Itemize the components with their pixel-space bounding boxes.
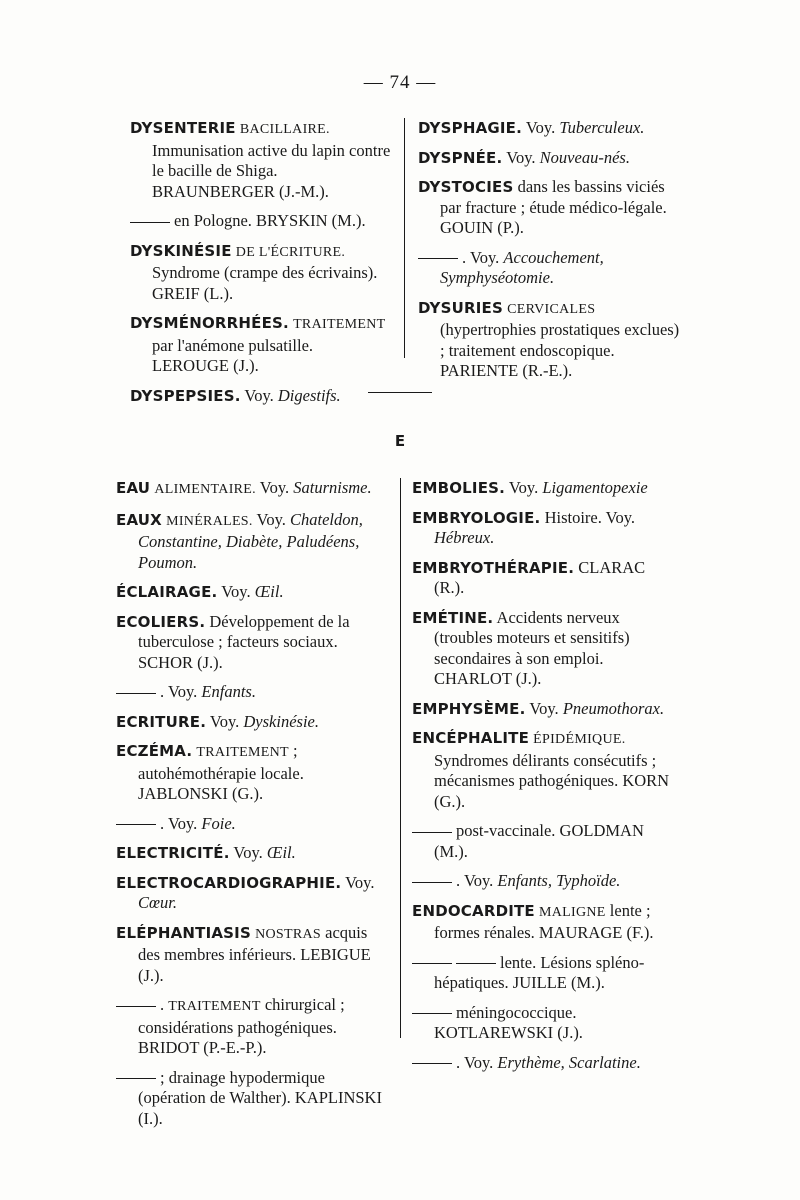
entry-text: lente ; formes rénales. MAURAGE (F.). <box>434 900 654 942</box>
entry-reference: Saturnisme. <box>293 478 372 497</box>
index-entry <box>130 313 392 377</box>
entry-reference: Enfants, Typhoïde. <box>497 871 621 890</box>
entry-headword: DYSPHAGIE. <box>418 119 523 137</box>
column-divider-bottom <box>400 478 401 1038</box>
entry-text: . Voy. <box>456 871 498 890</box>
entry-headword: ECZÉMA. <box>116 742 193 760</box>
entry-text: Voy. <box>206 711 244 731</box>
index-entry <box>412 608 678 690</box>
entry-text: acquis des membres inférieurs. LEBIGUE (J.). <box>138 922 371 985</box>
entry-text: Voy. <box>240 385 278 405</box>
index-entry <box>418 298 680 382</box>
entry-text: lente. Lésions spléno-hépatiques. JUILLE (M.). <box>434 952 645 992</box>
entry-headword: EMBOLIES. <box>412 479 506 497</box>
entry-headword: ENDOCARDITE <box>412 901 535 920</box>
column-top-left <box>130 118 392 415</box>
entry-text: Voy. <box>502 147 540 167</box>
section-divider <box>368 392 432 393</box>
index-subentry <box>412 871 678 892</box>
entry-reference: Digestifs. <box>277 385 341 405</box>
entry-qualifier: MALIGNE <box>539 904 606 920</box>
entry-text: chirurgical ; considérations pathogéniques. BRIDOT (P.-E.-P.). <box>138 995 345 1057</box>
entry-reference: Œil. <box>254 582 284 601</box>
entry-reference: Ligamentopexie <box>542 478 648 497</box>
index-subentry <box>418 248 680 289</box>
index-entry <box>130 386 392 407</box>
index-subentry <box>412 1003 678 1044</box>
column-bottom-left <box>116 478 388 1138</box>
index-entry <box>130 118 392 202</box>
entry-qualifier: TRAITEMENT <box>196 745 289 760</box>
ditto-dash <box>116 1078 156 1079</box>
index-entry <box>412 508 678 549</box>
index-entry <box>116 741 388 805</box>
entry-headword: DYSENTERIE <box>130 119 236 137</box>
entry-reference: Foie. <box>201 813 236 833</box>
entry-headword: EMBRYOLOGIE. <box>412 508 541 527</box>
entry-qualifier: TRAITEMENT <box>168 999 261 1014</box>
entry-qualifier: DE L'ÉCRITURE. <box>235 244 346 260</box>
entry-text: Voy. <box>341 872 375 892</box>
index-entry <box>116 510 388 574</box>
entry-headword: ECRITURE. <box>116 712 207 731</box>
entry-headword: DYSTOCIES <box>418 178 514 196</box>
entry-text: CLARAC (R.). <box>434 557 646 597</box>
index-subentry <box>412 1053 678 1074</box>
index-entry <box>116 843 388 864</box>
entry-headword: ELECTROCARDIOGRAPHIE. <box>116 873 342 892</box>
entry-text: ; autohémothérapie locale. JABLONSKI (G.). <box>138 741 304 803</box>
entry-text: Syndromes délirants consécutifs ; mécanismes pathogéniques. KORN (G.). <box>434 750 670 811</box>
index-entry <box>116 873 388 914</box>
entry-text: ; drainage hypodermique (opération de Walther). KAPLINSKI (I.). <box>138 1067 382 1128</box>
entry-text: Voy. <box>522 118 560 137</box>
entry-text: Accidents nerveux (troubles moteurs et sensitifs) secondaires à son emploi. CHARLOT (J.). <box>434 607 630 688</box>
ditto-dash <box>116 693 156 694</box>
ditto-dash <box>116 1006 156 1007</box>
entry-reference: Nouveau-nés. <box>539 147 630 167</box>
entry-headword: ÉCLAIRAGE. <box>116 583 218 601</box>
entry-headword: EMÉTINE. <box>412 608 494 627</box>
index-entry <box>412 699 678 720</box>
entry-text: Développement de la tuberculose ; facteurs sociaux. SCHOR (J.). <box>138 611 350 672</box>
index-entry <box>412 728 678 812</box>
ditto-dash <box>412 1013 452 1014</box>
entry-qualifier: ÉPIDÉMIQUE. <box>533 732 626 747</box>
entry-reference: Enfants. <box>201 682 256 701</box>
index-entry <box>412 478 678 499</box>
entry-headword: ELÉPHANTIASIS <box>116 923 251 942</box>
entry-reference: Dyskinésie. <box>243 711 319 731</box>
index-entry <box>116 712 388 733</box>
index-entry <box>412 901 678 944</box>
index-subentry <box>130 211 392 232</box>
entry-text: post-vaccinale. GOLDMAN (M.). <box>434 821 644 861</box>
entry-qualifier: CERVICALES <box>507 301 596 317</box>
entry-text: Voy. <box>525 698 563 718</box>
column-divider-top <box>404 118 405 358</box>
index-entry <box>116 612 388 674</box>
entry-headword: ELECTRICITÉ. <box>116 844 230 862</box>
entry-headword: ECOLIERS. <box>116 612 206 631</box>
entry-headword: EAU <box>116 479 151 497</box>
entry-text: Voy. <box>217 582 255 601</box>
entry-text: Voy. <box>229 843 267 862</box>
entry-qualifier: MINÉRALES. <box>166 513 253 529</box>
entry-text: par l'anémone pulsatille. LEROUGE (J.). <box>152 335 314 375</box>
entry-text: Syndrome (crampe des écrivains). GREIF (L.). <box>152 263 378 303</box>
entry-reference: Œil. <box>266 843 296 862</box>
entry-text: Immunisation active du lapin contre le bacille de Shiga. BRAUNBERGER (J.-M.). <box>152 140 391 201</box>
entry-headword: DYSURIES <box>418 298 503 317</box>
entry-text: méningococcique. KOTLAREWSKI (J.). <box>434 1002 583 1042</box>
entry-qualifier: NOSTRAS <box>255 926 322 942</box>
entry-text: Histoire. Voy. <box>540 507 636 527</box>
index-entry <box>130 241 392 305</box>
entry-headword: EMPHYSÈME. <box>412 699 526 718</box>
column-bottom-right <box>412 478 678 1082</box>
entry-headword: DYSPNÉE. <box>418 148 503 167</box>
section-letter: E <box>394 432 406 450</box>
ditto-dash <box>456 963 496 964</box>
entry-reference: Tuberculeux. <box>559 118 645 137</box>
index-subentry <box>116 682 388 703</box>
ditto-dash <box>412 1063 452 1064</box>
entry-headword: DYSKINÉSIE <box>130 241 232 260</box>
entry-reference: Hébreux. <box>434 528 495 547</box>
ditto-dash <box>412 963 452 964</box>
entry-headword: ENCÉPHALITE <box>412 729 530 747</box>
index-entry <box>116 923 388 987</box>
index-subentry <box>116 1068 388 1130</box>
entry-text: . Voy. <box>462 247 504 267</box>
index-subentry <box>412 821 678 862</box>
index-subentry <box>116 814 388 835</box>
ditto-dash <box>116 824 156 825</box>
entry-text: . Voy. <box>456 1052 498 1072</box>
index-entry <box>116 582 388 603</box>
index-entry <box>418 177 680 239</box>
entry-reference: Chateldon, Constantine, Diabète, Paludéens, Poumon. <box>138 509 363 572</box>
entry-headword: DYSMÉNORRHÉES. <box>130 314 289 332</box>
index-entry <box>116 478 388 501</box>
entry-headword: EAUX <box>116 510 162 529</box>
ditto-dash <box>130 222 170 223</box>
column-top-right <box>418 118 680 391</box>
entry-text: dans les bassins viciés par fracture ; étude médico-légale. GOUIN (P.). <box>440 177 667 237</box>
entry-text: Voy. <box>252 509 290 529</box>
entry-text: en Pologne. BRYSKIN (M.). <box>174 211 366 230</box>
entry-reference: Cœur. <box>138 893 177 912</box>
entry-headword: DYSPEPSIES. <box>130 386 241 405</box>
index-entry <box>418 148 680 169</box>
entry-headword: EMBRYOTHÉRAPIE. <box>412 558 575 577</box>
index-entry <box>412 558 678 599</box>
entry-text: . Voy. <box>160 813 202 833</box>
entry-text: . <box>160 995 169 1014</box>
ditto-dash <box>412 882 452 883</box>
entry-qualifier: TRAITEMENT <box>293 317 386 332</box>
index-subentry <box>116 995 388 1059</box>
index-subentry <box>412 953 678 994</box>
page-number: — 74 — <box>363 72 437 93</box>
entry-text: Voy. <box>255 478 294 497</box>
entry-reference: Erythème, Scarlatine. <box>497 1052 641 1072</box>
entry-qualifier: BACILLAIRE. <box>239 122 330 137</box>
entry-text: Voy. <box>505 478 543 497</box>
index-entry <box>418 118 680 139</box>
entry-reference: Accouchement, Symphyséotomie. <box>440 247 604 287</box>
entry-reference: Pneumothorax. <box>562 698 665 718</box>
entry-text: (hypertrophies prostatiques exclues) ; traitement endoscopique. PARIENTE (R.-E.). <box>440 320 680 380</box>
entry-qualifier: ALIMENTAIRE. <box>154 482 256 497</box>
ditto-dash <box>418 258 458 259</box>
entry-text: . Voy. <box>160 682 202 701</box>
ditto-dash <box>412 832 452 833</box>
